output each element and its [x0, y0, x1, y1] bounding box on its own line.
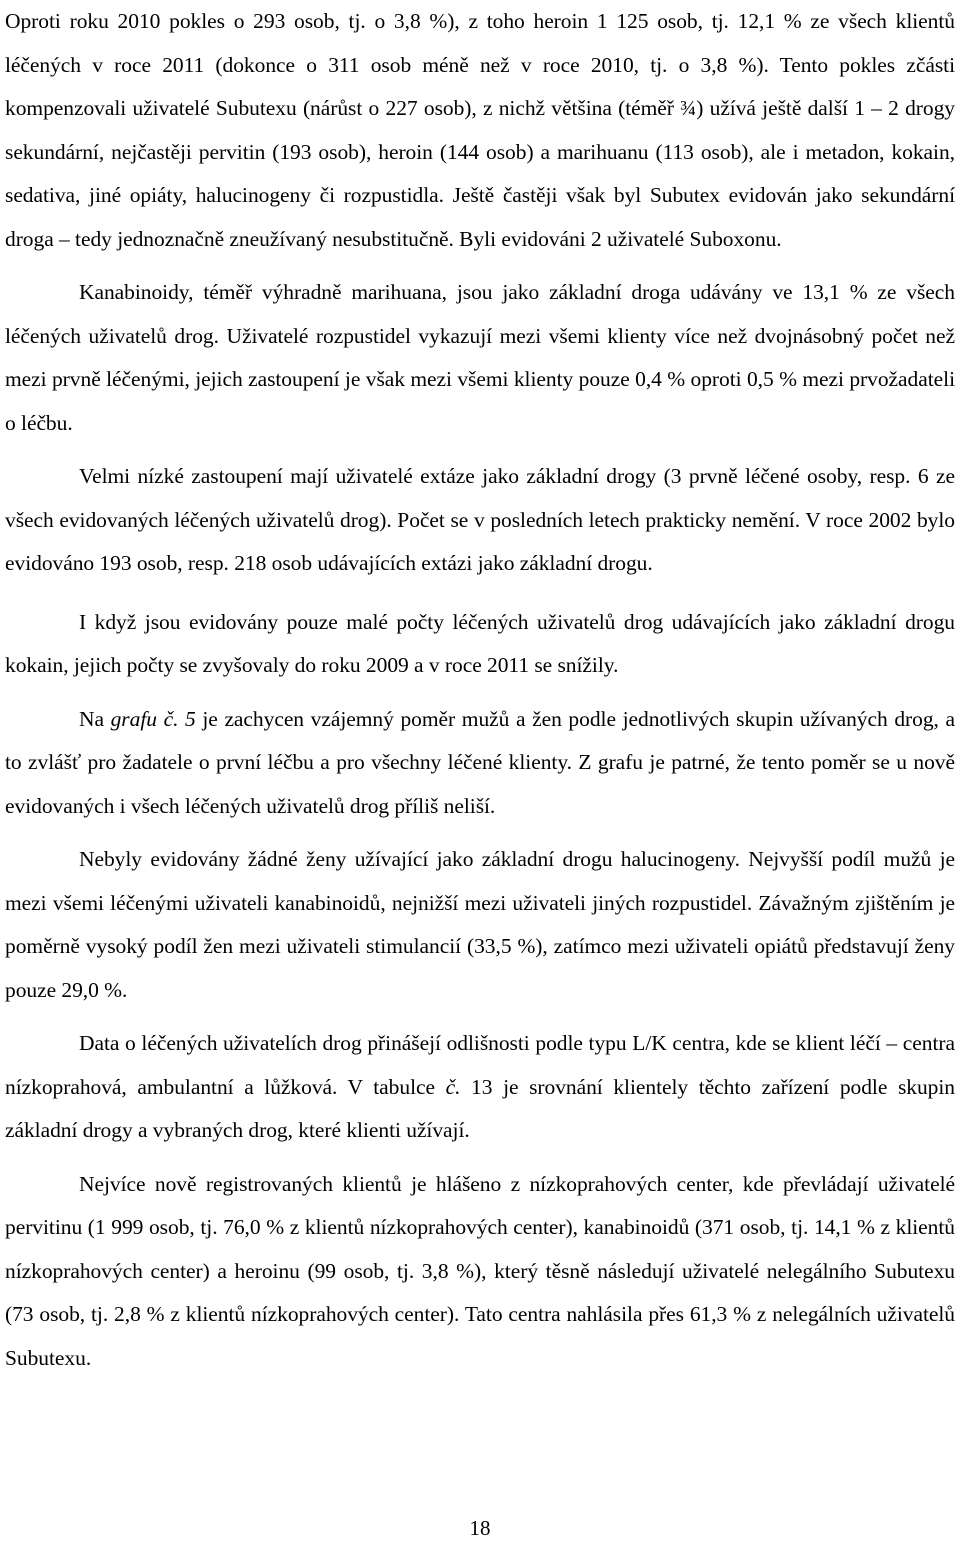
paragraph-3: Velmi nízké zastoupení mají uživatelé extáze jako základní drogy (3 prvně léčené osoby, resp. 6 ze všech evidovaných léčených uživatelů drog). Počet se v posledních letech prakticky nemění. V roce 2002 bylo evidováno 193 osob, resp. 218 osob udávajících extázi jako základní drogu.: [5, 464, 955, 575]
paragraph-5-pre: Na: [79, 706, 111, 731]
paragraph-6: Nebyly evidovány žádné ženy užívající jako základní drogu halucinogeny. Nejvyšší podíl mužů je mezi všemi léčenými uživateli kanabinoidů, nejnižší mezi uživateli jiných rozpustidel. Závažným zjištěním je poměrně vysoký podíl žen mezi uživateli stimulancií (33,5 %), zatímco mezi uživateli opiátů představují ženy pouze 29,0 %.: [5, 847, 955, 1002]
paragraph-7-post: 13 je srovnání klientely těchto zařízení podle skupin základní drogy a vybraných drog, které klienti užívají.: [5, 1074, 955, 1142]
table-reference: č.: [445, 1074, 461, 1099]
document-body: [5, 0, 955, 1380]
paragraph-5: [5, 698, 955, 829]
paragraph-5-post: je zachycen vzájemný poměr mužů a žen podle jednotlivých skupin užívaných drog, a to zvlášť pro žadatele o první léčbu a pro všechny léčené klienty. Z grafu je patrné, že tento poměr se u nově evidovaných i všech léčených uživatelů drog příliš neliší.: [5, 706, 955, 818]
paragraph-7-pre: Data o léčených uživatelích drog přinášejí odlišnosti podle typu L/K centra, kde se klient léčí – centra nízkoprahová, ambulantní a lůžková. V tabulce: [5, 1031, 955, 1099]
paragraph-1: Oproti roku 2010 pokles o 293 osob, tj. o 3,8 %), z toho heroin 1 125 osob, tj. 12,1 % ze všech klientů léčených v roce 2011 (dokonce o 311 osob méně než v roce 2010, tj. o 3,8 %). Tento pokles zčásti kompenzovali uživatelé Subutexu (nárůst o 227 osob), z nichž většina (téměř ¾) užívá ještě další 1 – 2 drogy sekundární, nejčastěji pervitin (193 osob), heroin (144 osob) a marihuanu (113 osob), ale i metadon, kokain, sedativa, jiné opiáty, halucinogeny či rozpustidla. Ještě častěji však byl Subutex evidován jako sekundární droga – tedy jednoznačně zneužívaný nesubstitučně. Byli evidováni 2 uživatelé Suboxonu.: [5, 9, 955, 251]
paragraph-2: Kanabinoidy, téměř výhradně marihuana, jsou jako základní droga udávány ve 13,1 % ze všech léčených uživatelů drog. Uživatelé rozpustidel vykazují mezi všemi klienty více než dvojnásobný počet než mezi prvně léčenými, jejich zastoupení je však mezi všemi klienty pouze 0,4 % oproti 0,5 % mezi prvožadateli o léčbu.: [5, 280, 955, 435]
paragraph-7: [5, 1022, 955, 1153]
graph-reference: grafu č. 5: [110, 706, 196, 731]
page-number: 18: [469, 1516, 491, 1540]
paragraph-4: I když jsou evidovány pouze malé počty léčených uživatelů drog udávajících jako základní drogu kokain, jejich počty se zvyšovaly do roku 2009 a v roce 2011 se snížily.: [5, 609, 955, 677]
paragraph-8: Nejvíce nově registrovaných klientů je hlášeno z nízkoprahových center, kde převládají uživatelé pervitinu (1 999 osob, tj. 76,0 % z klientů nízkoprahových center), kanabinoidů (371 osob, tj. 14,1 % z klientů nízkoprahových center) a heroinu (99 osob, tj. 3,8 %), který těsně následují uživatelé nelegálního Subutexu (73 osob, tj. 2,8 % z klientů nízkoprahových center). Tato centra nahlásila přes 61,3 % z nelegálních uživatelů Subutexu.: [5, 1171, 955, 1370]
